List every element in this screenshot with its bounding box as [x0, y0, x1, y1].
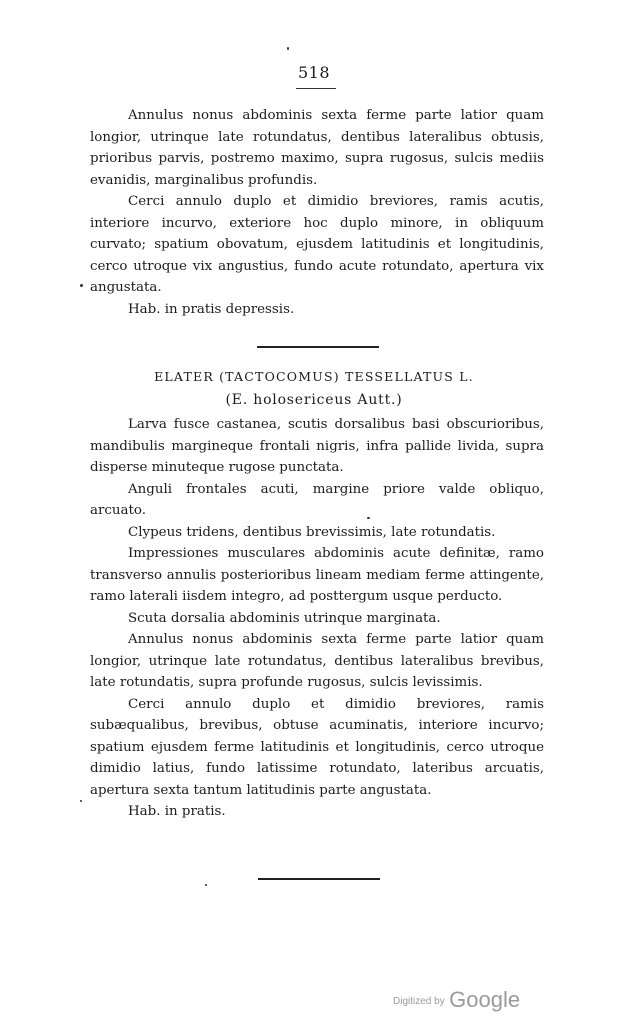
paragraph: Anguli frontales acuti, margine priore valde obliquo, arcuato. — [90, 481, 544, 518]
paragraph: Hab. in pratis depressis. — [128, 301, 295, 317]
paragraph: Larva fusce castanea, scutis dorsalibus basi obscurioribus, mandibulis margineque frontali nigris, infra pallide livida, supra disperse minuteque rugose punctata. — [90, 417, 544, 475]
end-divider — [258, 878, 380, 880]
paragraph: Cerci annulo duplo et dimidio breviores, ramis subæqualibus, brevibus, obtuse acuminatis, interiore incurvo; spatium ejusdem ferme latitudinis et longitudinis, cerco utroque dimidio latius, fundo latissime rotundato, lateribus arcuatis, apertura sexta tantum latitudinis parte angustata. — [90, 696, 544, 798]
digitized-watermark — [393, 987, 520, 1013]
species-heading: ELATER (TACTOCOMUS) TESSELLATUS L. — [154, 369, 474, 384]
page-number-underline — [296, 88, 336, 89]
print-speck — [80, 800, 82, 802]
section-divider — [257, 346, 379, 348]
paragraph: Clypeus tridens, dentibus brevissimis, late rotundatis. — [128, 524, 496, 540]
species-synonym: (E. holosericeus Autt.) — [225, 392, 403, 408]
paragraph: Annulus nonus abdominis sexta ferme parte latior quam longior, utrinque late rotundatus, dentibus lateralibus obtusis, prioribus parvis, postremo maximo, supra rugosus, sulcis mediis evanidis, marginalibus profundis. — [90, 108, 544, 188]
print-speck — [367, 517, 370, 519]
paragraph: Impressiones musculares abdominis acute definitæ, ramo transverso annulis posterioribus lineam mediam ferme attingente, ramo laterali iisdem integro, ad posttergum usque perducto. — [90, 546, 544, 604]
section-1-text — [90, 105, 544, 320]
print-speck — [205, 884, 207, 886]
paragraph: Annulus nonus abdominis sexta ferme parte latior quam longior, utrinque late rotundatus, dentibus lateralibus brevibus, late rotundatis, supra profunde rugosus, sulcis levissimis. — [90, 632, 544, 690]
page-number: 518 — [297, 63, 331, 82]
paragraph: Hab. in pratis. — [128, 804, 226, 819]
watermark-prefix: Digitized by — [393, 996, 445, 1007]
print-speck — [80, 284, 83, 287]
print-speck — [287, 47, 289, 50]
paragraph: Scuta dorsalia abdominis utrinque marginata. — [128, 610, 441, 626]
section-2-text — [90, 414, 544, 823]
paragraph: Cerci annulo duplo et dimidio breviores, ramis acutis, interiore incurvo, exteriore hoc duplo minore, in obliquum curvato; spatium obovatum, ejusdem latitudinis et longitudinis, cerco utroque vix angustius, fundo acute rotundato, apertura vix angustata. — [90, 194, 544, 295]
google-wordmark: Google — [449, 987, 521, 1012]
